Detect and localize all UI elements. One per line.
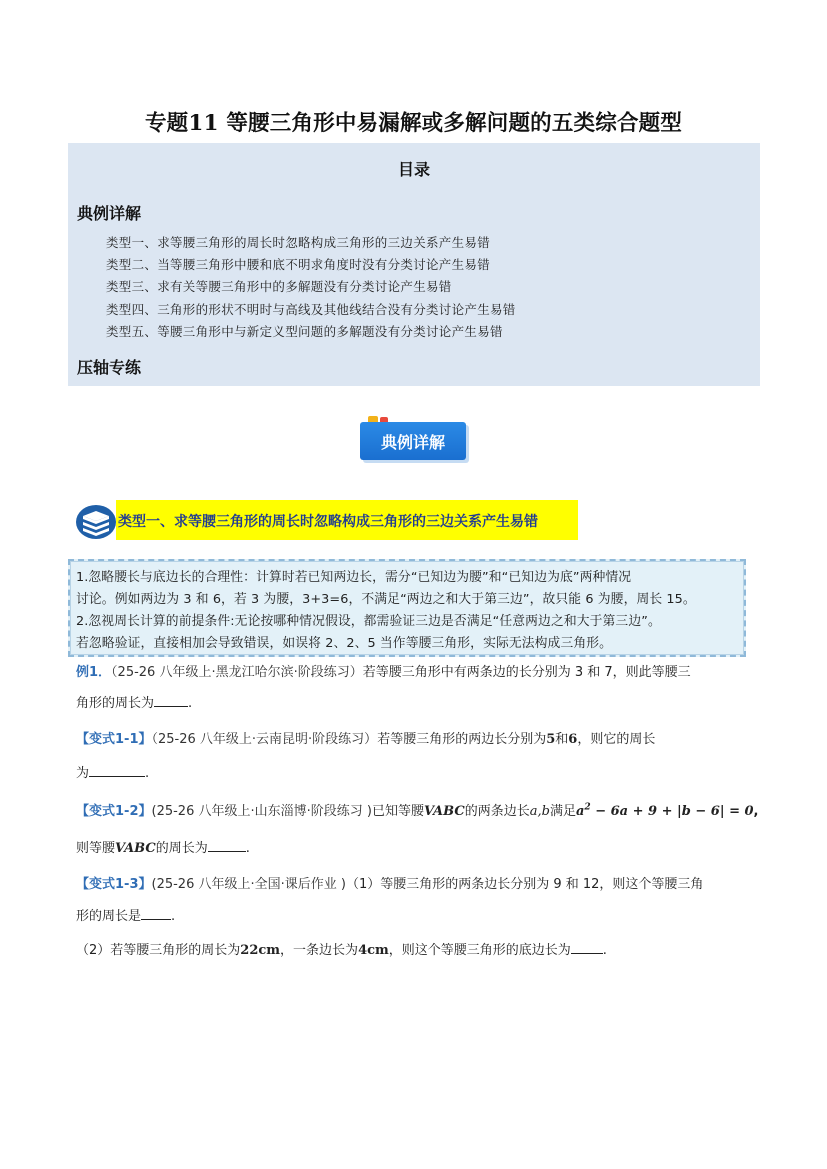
answer-blank[interactable]: [89, 764, 145, 777]
variant-1-3-line-3: [76, 939, 607, 958]
period: .: [245, 841, 250, 856]
variant-1-3-line-2: [76, 905, 175, 924]
variant-1-1-text: 和: [555, 732, 569, 747]
variant-1-1-text: ，则它的周长: [577, 732, 656, 747]
tip-box: [68, 559, 746, 657]
banner-tab-decoration: [368, 416, 378, 422]
type-1-heading-box: [116, 500, 578, 540]
banner-tab-decoration: [380, 417, 388, 422]
variant-1-2-label: 【变式1-2】: [76, 804, 152, 819]
toc-section-exercises[interactable]: 压轴专练: [77, 358, 142, 377]
example-1-text: 若等腰三角形中有两条边的长分别为 3 和 7，则此等腰三: [362, 665, 691, 680]
variant-1-3-text-3: ，则这个等腰三角形的底边长为: [388, 943, 571, 958]
toc-item-type-4[interactable]: 类型四、三角形的形状不明时与高线及其他线结合没有分类讨论产生易错: [106, 302, 516, 317]
equation: $a^2 - 6a + 9 + |b - 6| = 0$: [575, 802, 754, 819]
period: .: [171, 909, 176, 924]
variant-1-2-text: 已知等腰: [371, 804, 424, 819]
section-banner: [360, 422, 466, 460]
toc-item-type-2[interactable]: 类型二、当等腰三角形中腰和底不明求角度时没有分类讨论产生易错: [106, 257, 491, 272]
books-stack-icon: [75, 504, 117, 540]
value: 22cm: [240, 943, 281, 958]
variant-1-1-source: （25-26 八年级上·云南昆明·阶段练习）: [151, 732, 378, 747]
example-1-source: （25-26 八年级上·黑龙江哈尔滨·阶段练习）: [111, 665, 363, 680]
tip-line: 2.忽视周长计算的前提条件:无论按哪种情况假设，都需验证三边是否满足“任意两边之和大于第三边”。: [76, 614, 661, 629]
type-1-heading: 类型一、求等腰三角形的周长时忽略构成三角形的三边关系产生易错: [118, 514, 538, 530]
toc-heading: 目录: [397, 160, 430, 179]
variant-1-2-text: 的两条边长: [464, 804, 530, 819]
toc-item-type-5[interactable]: 类型五、等腰三角形中与新定义型问题的多解题没有分类讨论产生易错: [106, 324, 503, 339]
value: 4cm: [358, 943, 389, 958]
variant-1-1-line-2: [76, 762, 149, 781]
variant-1-3-label: 【变式1-3】: [76, 877, 152, 892]
tip-line: 若忽略验证，直接相加会导致错误，如误将 2、2、5 当作等腰三角形，实际无法构成三角形。: [76, 636, 613, 651]
banner-label: 典例详解: [380, 433, 445, 452]
variant-1-3-text: （1）等腰三角形的两条边长分别为 9 和 12，则这个等腰三角: [345, 877, 704, 892]
period: .: [602, 943, 607, 958]
value: 5: [546, 732, 556, 747]
tip-line: 1.忽略腰长与底边长的合理性：计算时若已知两边长，需分“已知边为腰”和“已知边为底”两种情况: [76, 570, 632, 585]
document-title: 专题11 等腰三角形中易漏解或多解问题的五类综合题型: [144, 111, 683, 136]
toc-item-type-3[interactable]: 类型三、求有关等腰三角形中的多解题没有分类讨论产生易错: [106, 279, 452, 294]
variant-1-3-text-3: （2）若等腰三角形的周长为: [76, 943, 241, 958]
example-1-label: 例1．: [76, 665, 112, 680]
variant-1-2-text-2: 则等腰: [76, 841, 116, 856]
value: 6: [568, 732, 578, 747]
triangle-symbol: VABC: [423, 804, 465, 819]
answer-blank[interactable]: [571, 941, 603, 954]
period: .: [145, 766, 150, 781]
example-1-text-2: 角形的周长为: [76, 696, 155, 711]
period: .: [188, 696, 193, 711]
variant-1-1-text: 若等腰三角形的两边长分别为: [377, 732, 547, 747]
toc-section-examples[interactable]: 典例详解: [77, 204, 142, 223]
variant-1-2-text: 满足: [549, 804, 576, 819]
variables: a,b: [529, 804, 550, 819]
answer-blank[interactable]: [154, 694, 188, 707]
tip-line: 讨论。例如两边为 3 和 6，若 3 为腰，3+3=6，不满足“两边之和大于第三边”，故只能 6 为腰，周长 15。: [76, 592, 696, 607]
toc-item-type-1[interactable]: 类型一、求等腰三角形的周长时忽略构成三角形的三边关系产生易错: [106, 235, 491, 250]
variant-1-1-text-2: 为: [76, 766, 90, 781]
variant-1-1-label: 【变式1-1】: [76, 732, 152, 747]
variant-1-3-text-3: ，一条边长为: [280, 943, 359, 958]
variant-1-2-source: (25-26 八年级上·山东淄博·阶段练习 ): [151, 804, 372, 819]
answer-blank[interactable]: [141, 907, 171, 920]
example-1-line-1: [76, 661, 691, 680]
variant-1-2-text-2: 的周长为: [155, 841, 208, 856]
variant-1-3-text-2: 形的周长是: [76, 909, 142, 924]
variant-1-2-line-1: 【变式1-2】(25-26 八年级上·山东淄博·阶段练习 )已知等腰VABC的两条边长a,b满足$a^2 - 6a + 9 + |b - 6| = 0$,: [76, 802, 759, 819]
variant-1-1-line-1: [76, 728, 655, 747]
variant-1-3-source: (25-26 八年级上·全国·课后作业 ): [151, 877, 346, 892]
triangle-symbol: VABC: [115, 841, 156, 856]
variant-1-2-line-2: [76, 837, 250, 856]
answer-blank[interactable]: [208, 839, 246, 852]
variant-1-3-line-1: [76, 873, 703, 892]
example-1-line-2: [76, 692, 192, 711]
table-of-contents: [68, 143, 760, 386]
